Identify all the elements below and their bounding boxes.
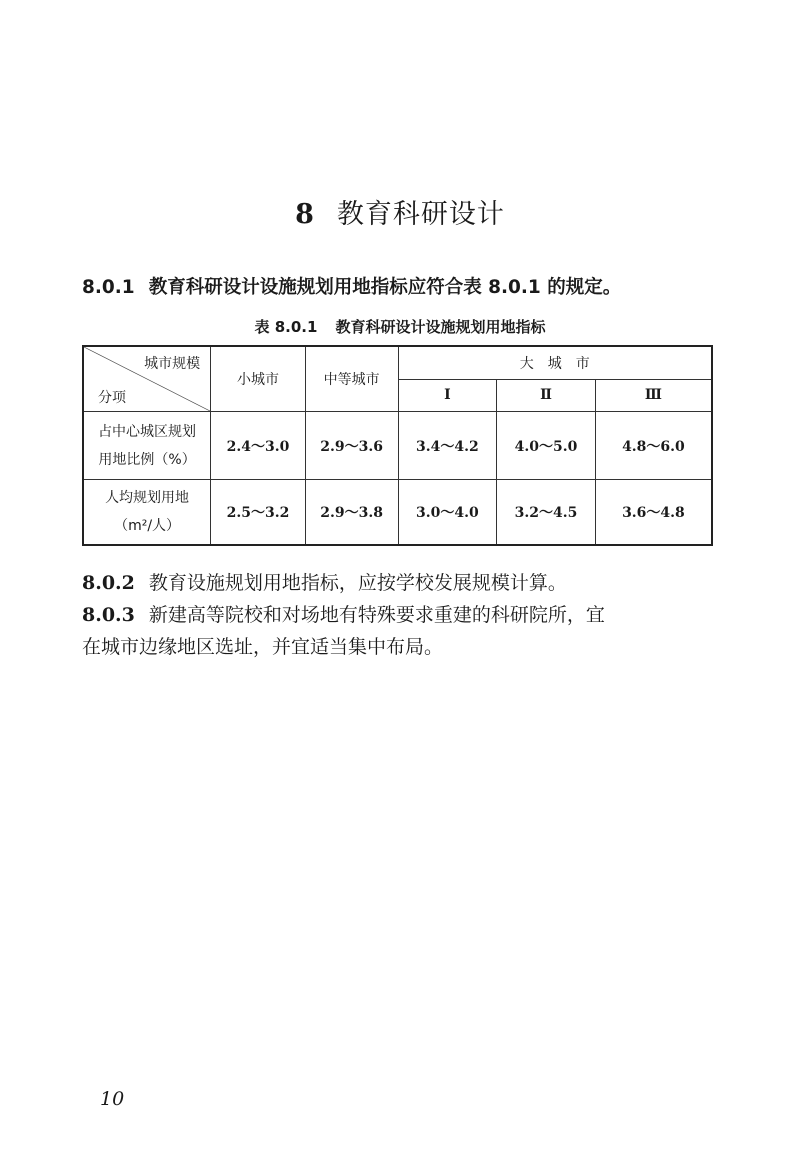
cell: 3.4～4.2 <box>398 412 497 480</box>
clause-8-0-3 <box>82 599 722 631</box>
row-label-line: （m²/人） <box>114 517 181 534</box>
header-large-1: Ⅰ <box>398 379 497 411</box>
table-number: 表 8.0.1 <box>254 318 318 336</box>
page-number: 10 <box>100 1088 125 1110</box>
row-label-line: 用地比例（%） <box>98 451 196 468</box>
header-large-city: 大 城 市 <box>398 346 712 379</box>
cell: 2.5～3.2 <box>211 480 306 545</box>
clause-8-0-3-continued: 在城市边缘地区选址，并宜适当集中布局。 <box>82 636 444 658</box>
clause-8-0-1 <box>82 272 722 304</box>
header-large-2: Ⅱ <box>497 379 596 411</box>
header-medium-city: 中等城市 <box>305 346 398 412</box>
clause-8-0-2 <box>82 567 722 599</box>
clause-number: 8.0.1 <box>82 277 135 298</box>
chapter-title <box>0 192 800 231</box>
clause-text: 新建高等院校和对场地有特殊要求重建的科研院所，宜 <box>148 604 605 626</box>
cell: 3.6～4.8 <box>595 480 712 545</box>
clause-number: 8.0.2 <box>82 572 135 594</box>
table-row <box>83 412 712 480</box>
clause-text: 教育设施规划用地指标，应按学校发展规模计算。 <box>148 572 567 594</box>
row-label-line: 人均规划用地 <box>105 489 190 506</box>
row-label <box>83 412 211 480</box>
corner-cell <box>83 346 211 412</box>
land-use-table <box>82 345 713 546</box>
table-title: 教育科研设计设施规划用地指标 <box>335 318 546 336</box>
row-label <box>83 480 211 545</box>
cell: 3.0～4.0 <box>398 480 497 545</box>
table-caption <box>0 316 800 337</box>
corner-top: 城市规模 <box>144 356 201 372</box>
row-label-line: 占中心城区规划 <box>98 423 197 440</box>
header-large-3: Ⅲ <box>595 379 712 411</box>
chapter-name: 教育科研设计 <box>336 199 505 230</box>
cell: 4.0～5.0 <box>497 412 596 480</box>
header-small-city: 小城市 <box>211 346 306 412</box>
cell: 3.2～4.5 <box>497 480 596 545</box>
clause-text: 教育科研设计设施规划用地指标应符合表 8.0.1 的规定。 <box>148 277 622 298</box>
cell: 2.9～3.8 <box>305 480 398 545</box>
clause-number: 8.0.3 <box>82 604 135 626</box>
chapter-number: 8 <box>295 199 315 230</box>
corner-bottom: 分项 <box>98 390 126 406</box>
cell: 2.9～3.6 <box>305 412 398 480</box>
cell: 4.8～6.0 <box>595 412 712 480</box>
cell: 2.4～3.0 <box>211 412 306 480</box>
table-row <box>83 480 712 545</box>
